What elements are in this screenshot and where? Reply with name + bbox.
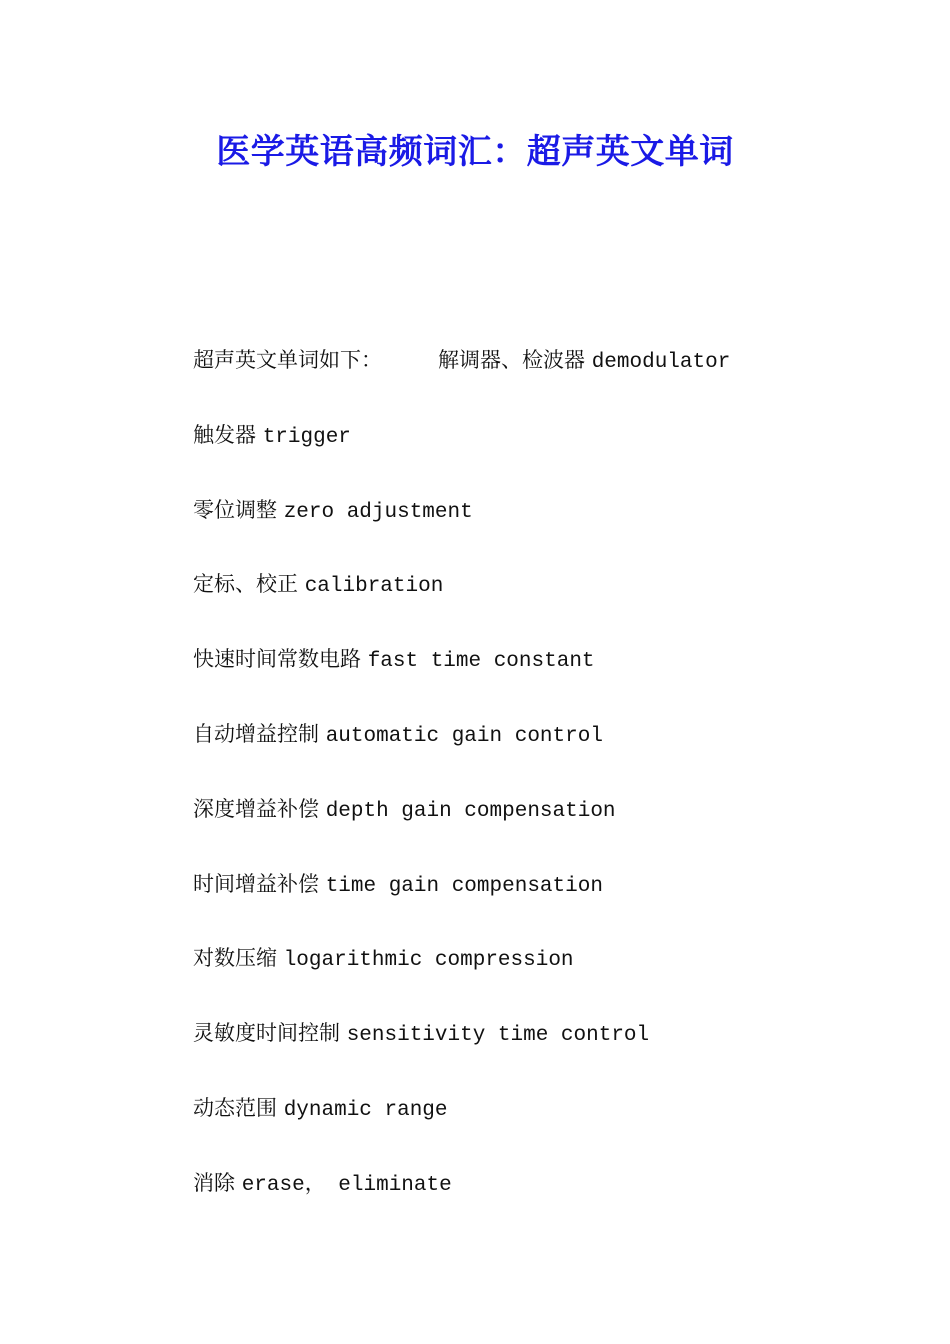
list-item <box>193 783 893 858</box>
first-term-en: demodulator <box>591 351 731 374</box>
term-en: calibration <box>304 575 444 599</box>
list-item <box>193 932 893 1007</box>
intro-label: 超声英文单词如下： <box>193 348 382 372</box>
term-en: logarithmic compression <box>283 949 574 973</box>
term-en: fast time constant <box>367 650 595 674</box>
list-item <box>193 1157 893 1232</box>
term-zh: 动态范围 <box>193 1095 277 1120</box>
list-item <box>193 409 893 484</box>
intro-line <box>193 334 893 409</box>
list-item <box>193 633 893 708</box>
term-en: automatic gain control <box>325 724 603 748</box>
term-zh: 零位调整 <box>193 497 277 522</box>
term-en: depth gain compensation <box>325 799 616 823</box>
list-item <box>193 1082 893 1157</box>
term-en: dynamic range <box>283 1098 448 1122</box>
term-en: trigger <box>262 425 351 449</box>
vocabulary-list <box>193 334 893 1232</box>
term-zh: 灵敏度时间控制 <box>193 1021 340 1046</box>
term-en: sensitivity time control <box>346 1024 650 1048</box>
list-item <box>193 708 893 783</box>
term-en: zero adjustment <box>283 500 473 524</box>
list-item <box>193 858 893 933</box>
list-item <box>193 484 893 559</box>
document-title: 医学英语高频词汇：超声英文单词 <box>216 132 734 172</box>
term-zh: 定标、校正 <box>193 572 298 597</box>
term-zh: 对数压缩 <box>193 946 277 971</box>
list-item <box>193 1007 893 1082</box>
term-en: erase， eliminate <box>241 1173 452 1197</box>
term-zh: 消除 <box>193 1170 235 1195</box>
term-zh: 深度增益补偿 <box>193 796 319 821</box>
term-zh: 自动增益控制 <box>193 721 319 746</box>
term-en: time gain compensation <box>325 874 603 898</box>
list-item <box>193 558 893 633</box>
term-zh: 快速时间常数电路 <box>193 647 361 672</box>
term-zh: 时间增益补偿 <box>193 871 319 896</box>
term-zh: 触发器 <box>193 422 256 447</box>
first-term-zh: 解调器、检波器 <box>438 348 585 372</box>
